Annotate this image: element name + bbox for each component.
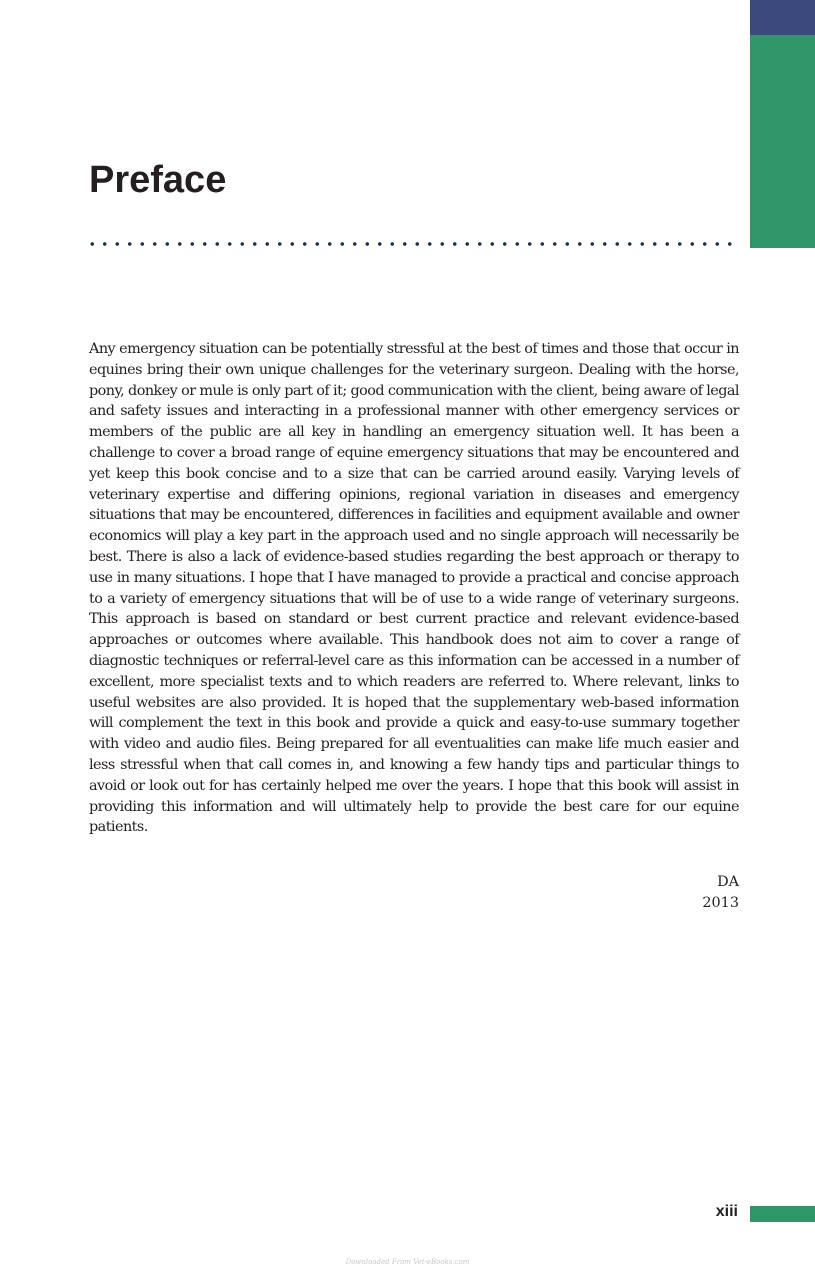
header-tab-green — [750, 35, 815, 248]
signoff-year: 2013 — [702, 894, 739, 911]
watermark: Downloaded From Vet-eBooks.com — [345, 1258, 470, 1266]
signoff — [500, 872, 739, 914]
header-tab-navy — [750, 0, 815, 35]
page-number: xiii — [715, 1203, 738, 1220]
dotted-rule — [89, 241, 739, 247]
footer-tab-green — [750, 1206, 815, 1222]
author-initials: DA — [717, 874, 739, 890]
page-title: Preface — [89, 159, 227, 201]
preface-body: Any emergency situation can be potentially stressful at the best of times and those that occur in equines bring their own unique challenges for the veterinary surgeon. Dealing with the horse, pony, donkey or mule is only part of it; good communication with the client, being aware of legal and safety issues and interacting in a professional manner with other emergency services or members of the public are all key in handling an emergency situation well. It has been a challenge to cover a broad range of equine emergency situations that may be encountered and yet keep this book concise and to a size that can be carried around easily. Varying levels of veterinary expertise and differing opinions, regional variation in diseases and emergency situations that may be encountered, differences in facilities and equipment available and owner economics will play a key part in the approach used and no single approach will necessarily be best. There is also a lack of evidence-based studies regarding the best approach or therapy to use in many situations. I hope that I have managed to provide a practical and concise approach to a variety of emergency situations that will be of use to a wide range of veterinary surgeons. This approach is based on standard or best current practice and relevant evidence-based approaches or outcomes where available. This handbook does not aim to cover a range of diagnostic techniques or referral-level care as this information can be accessed in a number of excellent, more specialist texts and to which readers are referred to. Where relevant, links to useful websites are also provided. It is hoped that the supplementary web-based information will complement the text in this book and provide a quick and easy-to-use summary together with video and audio files. Being prepared for all eventualities can make life much easier and less stressful when that call comes in, and knowing a few handy tips and particular things to avoid or look out for has certainly helped me over the years. I hope that this book will assist in providing this information and will ultimately help to provide the best care for our equine patients. — [89, 341, 739, 836]
